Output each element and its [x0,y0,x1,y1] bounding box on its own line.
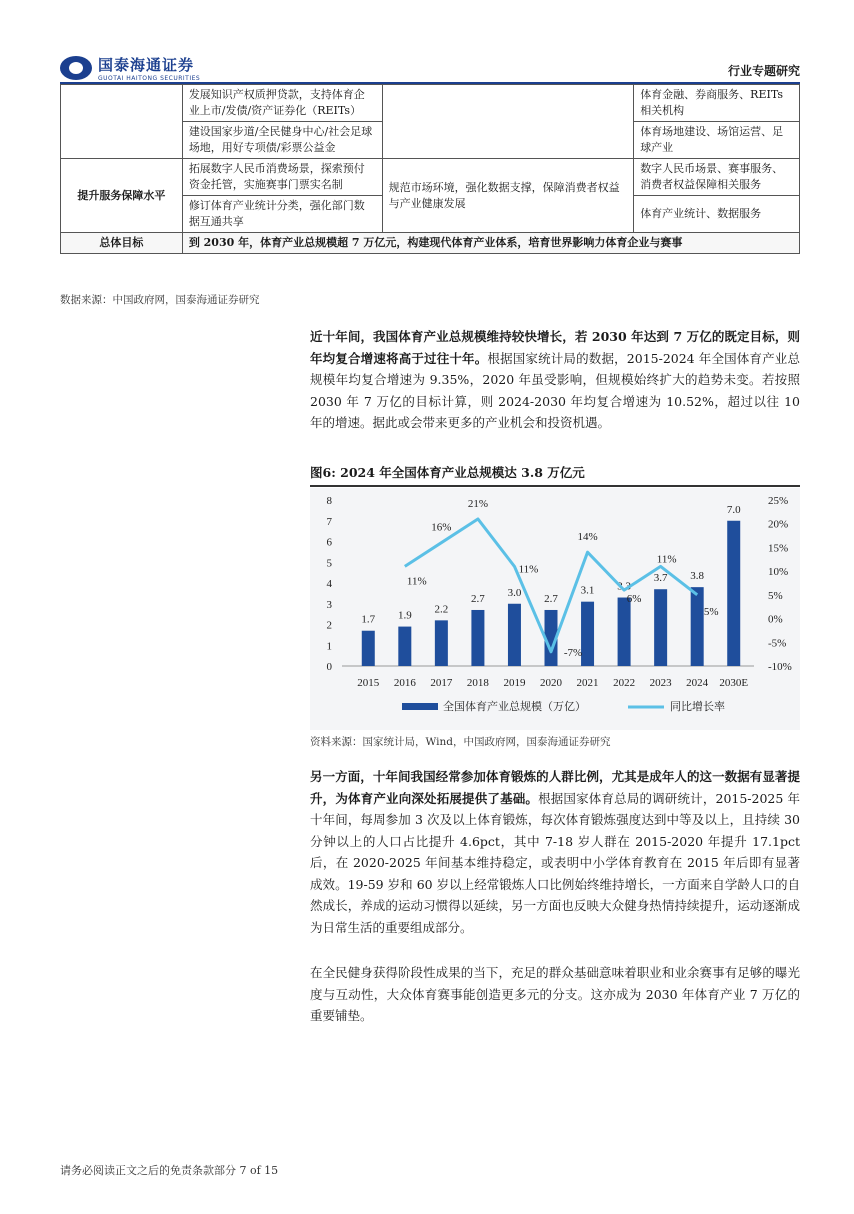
bar [581,602,594,666]
line-data-label: -7% [563,646,583,659]
bar [618,598,631,666]
left-axis-tick-label: 2 [326,619,332,632]
x-axis-tick-label: 2018 [466,677,489,689]
bar [508,604,521,666]
bar-data-label: 3.1 [580,584,595,597]
paragraph-3: 在全民健身获得阶段性成果的当下，充足的群众基础意味着职业和业余赛事有足够的曝光度与互动性，大众体育赛事能创造更多元的分支。这亦成为 2030 年体育产业 7 万亿的重要铺垫。 [310,965,800,1023]
left-axis-tick-label: 5 [326,557,332,570]
bar [727,521,740,666]
left-axis-tick-label: 3 [326,598,332,611]
table-source: 数据来源：中国政府网，国泰海通证券研究 [60,294,260,306]
right-axis-tick-label: 10% [768,566,789,579]
line-data-label: 11% [656,553,677,566]
right-axis-tick-label: 5% [768,589,783,602]
x-axis-tick-label: 2020 [540,677,562,689]
company-logo [60,54,200,82]
table-cell: 建设国家步道/全民健身中心/社会足球场地，用好专项债/彩票公益金 [182,122,382,159]
paragraph-2-lead: 另一方面，十年间我国经常参加体育锻炼的人群比例，尤其是成年人的这一数据有显著提升，为体育产业向深处拓展提供了基础。 [310,769,800,806]
legend-bar-label: 全国体育产业总规模（万亿） [443,701,586,713]
chart-container [310,488,800,730]
paragraph-1-body: 根据国家统计局的数据，2015-2024 年全国体育产业总规模年均复合增速为 9.35%，2020 年虽受影响，但规模始终扩大的趋势未变。若按照 2030 年 7 万亿的目标计算，则 2024-2030 年均复合增速为 10.52%，超过以往 10 年的增速。据此或会带来更多的产业机会和投资机遇。 [310,350,800,430]
line-data-label: 16% [431,521,452,534]
x-axis-tick-label: 2021 [576,677,599,689]
bar [362,631,375,666]
table-cell [61,85,183,159]
figure-title: 图6: 2024 年全国体育产业总规模达 3.8 万亿元 [310,465,585,480]
x-axis-tick-label: 2022 [613,677,636,689]
paragraph-1-lead: 近十年间，我国体育产业总规模维持较快增长，若 2030 年达到 7 万亿的既定目标，则年均复合增速将高于过往十年。 [310,329,800,366]
line-data-label: 6% [626,593,642,606]
bar [398,627,411,666]
right-axis-tick-label: 20% [768,518,789,531]
bar-data-label: 2.2 [434,603,449,616]
left-axis-tick-label: 1 [326,640,332,653]
right-axis-tick-label: 25% [768,495,789,507]
bar-data-label: 7.0 [726,503,741,516]
table-cell: 拓展数字人民币消费场景，探索预付资金托管，实施赛事门票实名制 [182,159,382,196]
x-axis-tick-label: 2016 [393,677,416,689]
chart-svg [310,488,800,730]
table-row [61,85,800,122]
right-axis-tick-label: 0% [768,613,783,626]
legend-line-label: 同比增长率 [670,701,725,713]
table-cell: 体育产业统计、数据服务 [634,196,800,233]
left-axis-tick-label: 8 [326,495,332,507]
right-axis-tick-label: -10% [768,661,792,673]
bar [435,620,448,666]
left-axis-tick-label: 7 [326,515,332,528]
figure-source: 资料来源：国家统计局，Wind，中国政府网，国泰海通证券研究 [310,736,611,748]
total-label: 总体目标 [61,233,183,254]
bar-data-label: 3.0 [507,586,522,599]
x-axis-tick-label: 2017 [430,677,453,689]
logo-mark-icon [60,56,92,80]
bar [471,610,484,666]
line-data-label: 11% [406,575,427,588]
table-row-heading: 提升服务保障水平 [61,159,183,233]
table-cell: 规范市场环境，强化数据支撑，保障消费者权益与产业健康发展 [382,159,634,233]
legend-bar-swatch [402,703,438,710]
table-cell: 发展知识产权质押贷款，支持体育企业上市/发债/资产证券化（REITs） [182,85,382,122]
table-cell: 体育金融、券商服务、REITs相关机构 [634,85,800,122]
bar [654,589,667,666]
table-cell: 体育场地建设、场馆运营、足球产业 [634,122,800,159]
bar-data-label: 2.7 [471,592,485,605]
bar-data-label: 1.7 [361,613,376,626]
report-category: 行业专题研究 [727,64,800,78]
line-data-label: 5% [703,605,719,618]
x-axis-tick-label: 2019 [503,677,526,689]
bar [691,587,704,666]
right-axis-tick-label: 15% [768,542,789,555]
left-axis-tick-label: 4 [326,578,332,590]
paragraph-2-body: 根据国家体育总局的调研统计，2015-2025 年十年间，每周参加 3 次及以上体育锻炼，每次体育锻炼强度达到中等及以上，且持续 30 分钟以上的人口占比提升 4.6pct，其中 7-18 岁人群在 2015-2020 年提升 17.1pct 后，在 2020-2025 年间基本维持稳定，或表明中小学体育教育在 2015 年后即有显著成效。19-59 岁和 60 岁以上经常锻炼人口比例始终维持增长，一方面来自学龄人口的自然成长，养成的运动习惯得以延续，另一方面也反映大众健身热情持续提升，运动逐渐成为日常生活的重要组成部分。 [310,790,800,935]
line-data-label: 11% [518,563,539,576]
bar-data-label: 3.3 [617,580,631,593]
x-axis-tick-label: 2015 [357,677,380,689]
logo-name-en: GUOTAI HAITONG SECURITIES [98,75,201,82]
page-footer: 请务必阅读正文之后的免责条款部分 7 of 15 [60,1164,279,1177]
paragraph-1 [310,326,800,434]
table-cell [382,85,634,159]
total-text: 到 2030 年，体育产业总规模超 7 万亿元，构建现代体育产业体系，培育世界影响力体育企业与赛事 [182,233,799,254]
logo-name-cn: 国泰海通证券 [98,56,195,74]
right-axis-tick-label: -5% [768,637,787,650]
table-cell: 数字人民币场景、赛事服务、消费者权益保障相关服务 [634,159,800,196]
x-axis-tick-label: 2023 [649,677,672,689]
figure-divider [310,485,800,487]
page-header [60,52,800,82]
line-data-label: 14% [577,531,598,544]
x-axis-tick-label: 2030E [719,677,749,689]
x-axis-tick-label: 2024 [686,677,709,689]
table-cell: 修订体育产业统计分类，强化部门数据互通共享 [182,196,382,233]
line-data-label: 21% [467,497,488,510]
left-axis-tick-label: 0 [326,661,332,673]
bar-data-label: 3.7 [653,572,668,585]
table-total-row [61,233,800,254]
paragraph-2 [310,766,800,938]
bar-data-label: 2.7 [544,592,558,605]
bar-data-label: 3.8 [690,570,705,583]
table-row [61,159,800,196]
policy-table [60,84,800,254]
left-axis-tick-label: 6 [326,536,332,549]
bar-data-label: 1.9 [397,609,412,622]
